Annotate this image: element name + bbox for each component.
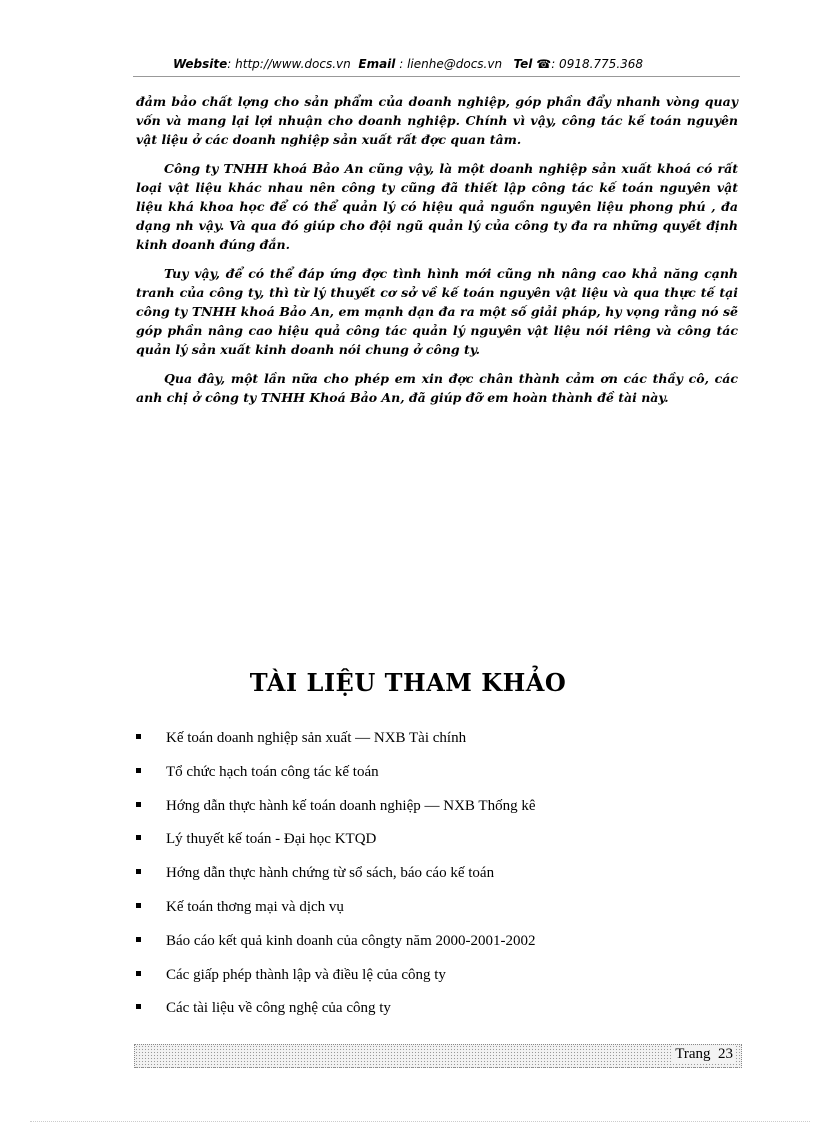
page-footer (134, 1044, 742, 1068)
bullet-icon (136, 802, 141, 807)
email-value: : lienhe@docs.vn (399, 57, 503, 71)
reference-text: Tổ chức hạch toán công tác kế toán (166, 763, 379, 780)
reference-text: Kế toán thơng mại và dịch vụ (166, 898, 344, 915)
email-label: Email (358, 57, 396, 71)
reference-text: Báo cáo kết quả kinh doanh của côngty năm 2000-2001-2002 (166, 932, 536, 949)
page-label: Trang (675, 1046, 711, 1062)
bullet-icon (136, 869, 141, 874)
reference-item (136, 793, 736, 827)
page-header (0, 57, 816, 71)
website-value: : http://www.docs.vn (227, 57, 351, 71)
website-label: Website (172, 57, 228, 71)
tel-label: Tel (513, 57, 533, 71)
reference-item (136, 928, 736, 962)
reference-item (136, 826, 736, 860)
reference-item (136, 995, 736, 1029)
reference-item (136, 962, 736, 996)
references-list (136, 725, 736, 1029)
bullet-icon (136, 937, 141, 942)
bottom-divider (30, 1121, 810, 1122)
paragraph: Qua đây, một lần nữa cho phép em xin đợc chân thành cảm ơn các thầy cô, các anh chị ở công ty TNHH Khoá Bảo An, đã giúp đỡ em hoàn thành đề tài này. (136, 371, 738, 405)
paragraph: đảm bảo chất lợng cho sản phẩm của doanh nghiệp, góp phần đẩy nhanh vòng quay vốn và mang lại lợi nhuận cho doanh nghiệp. Chính vì vậy, công tác kế toán nguyên vật liệu ở các doanh nghiệp sản xuất rất đợc quan tâm. (136, 94, 738, 147)
tel-value: : 0918.775.368 (551, 57, 644, 71)
page-number (673, 1046, 735, 1063)
reference-item (136, 860, 736, 894)
body-text (136, 92, 738, 417)
paragraph: Tuy vậy, để có thể đáp ứng đợc tình hình mới cũng nh nâng cao khả năng cạnh tranh của công ty, thì từ lý thuyết cơ sở về kế toán nguyên vật liệu và qua thực tế tại công ty TNHH khoá Bảo An, em mạnh dạn đa ra một số giải pháp, hy vọng rằng nó sẽ góp phần nâng cao hiệu quả công tác quản lý nguyên vật liệu nói riêng và công tác quản lý sản xuất kinh doanh nói chung ở công ty. (136, 266, 738, 357)
header-divider (133, 76, 740, 77)
bullet-icon (136, 734, 141, 739)
bullet-icon (136, 768, 141, 773)
page-number-value: 23 (718, 1046, 733, 1062)
reference-text: Lý thuyết kế toán - Đại học KTQD (166, 831, 377, 848)
phone-icon: ☎ (536, 57, 552, 71)
bullet-icon (136, 971, 141, 976)
reference-item (136, 894, 736, 928)
bullet-icon (136, 835, 141, 840)
reference-text: Hớng dẫn thực hành chứng từ sổ sách, báo cáo kế toán (166, 865, 495, 882)
reference-text: Kế toán doanh nghiệp sản xuất — NXB Tài chính (166, 730, 467, 746)
references-title: TÀI LIỆU THAM KHẢO (249, 668, 567, 697)
bullet-icon (136, 1004, 141, 1009)
reference-text: Các giấp phép thành lập và điều lệ của công ty (166, 966, 446, 983)
reference-item (136, 725, 736, 759)
reference-text: Các tài liệu về công nghệ của công ty (166, 1000, 391, 1017)
reference-item (136, 759, 736, 793)
bullet-icon (136, 903, 141, 908)
reference-text: Hớng dẫn thực hành kế toán doanh nghiệp — NXB Thống kê (166, 797, 536, 814)
paragraph: Công ty TNHH khoá Bảo An cũng vậy, là một doanh nghiệp sản xuất khoá có rất loại vật liệu khác nhau nên công ty cũng đã thiết lập công tác kế toán nguyên vật liệu khá khoa học để có thể quản lý có hiệu quả nguồn nguyên liệu phong phú , đa dạng nh vậy. Và qua đó giúp cho đội ngũ quản lý của công ty đa ra những quyết định kinh doanh đúng đắn. (136, 161, 738, 252)
